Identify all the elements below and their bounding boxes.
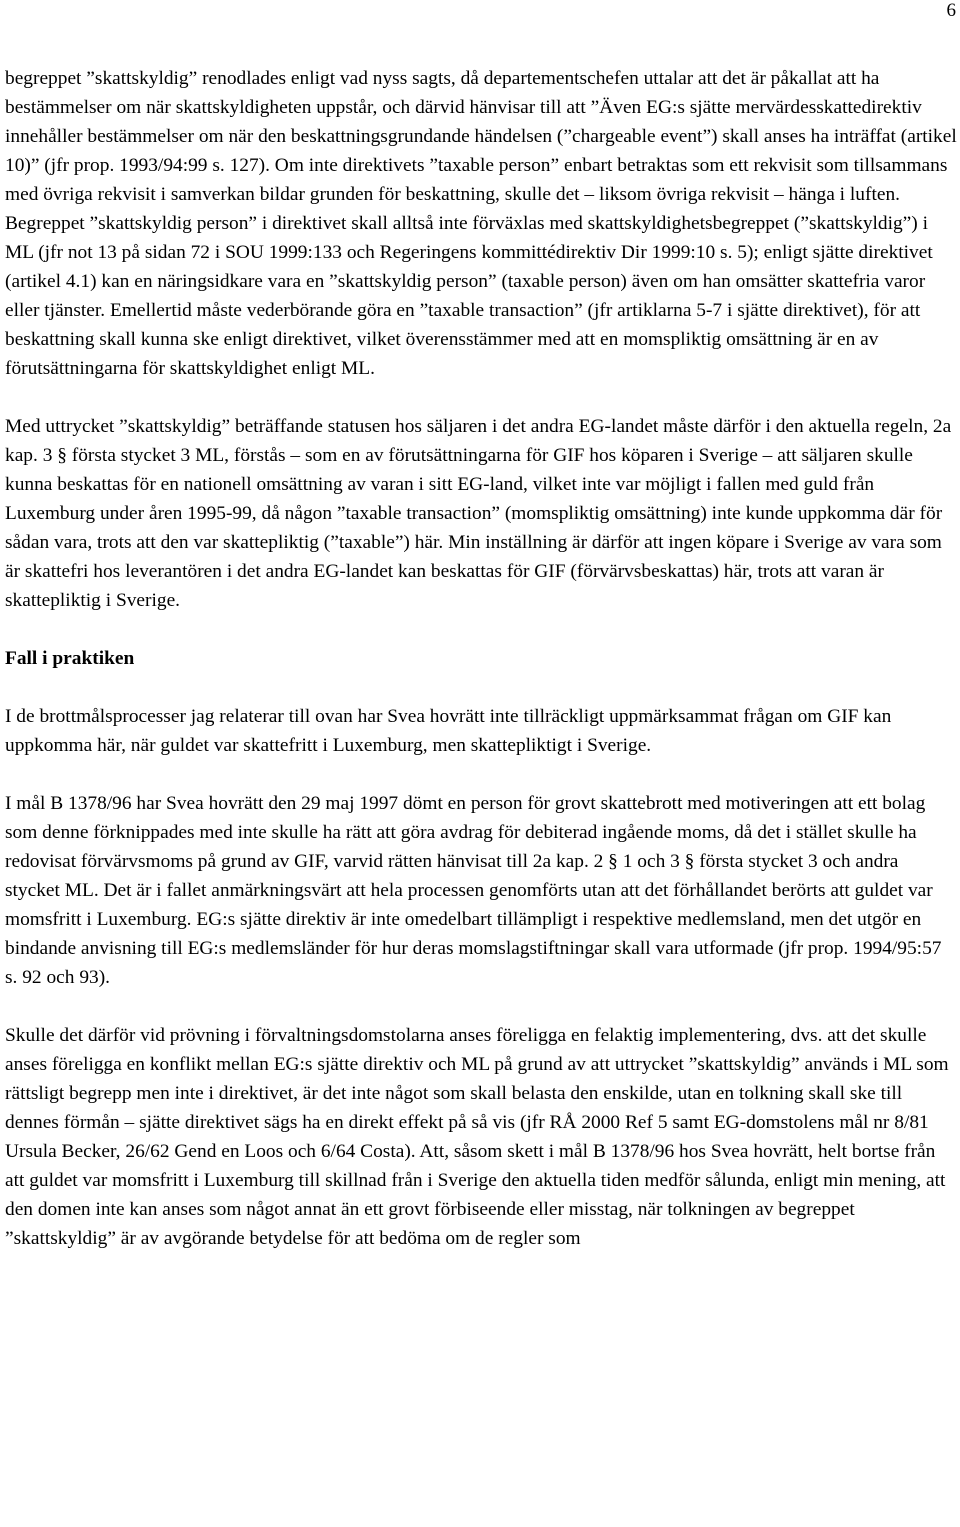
- paragraph-seller-status: Med uttrycket ”skattskyldig” beträffande statusen hos säljaren i det andra EG-landet måste därför i den aktuella regeln, 2a kap. 3 § första stycket 3 ML, förstås – som en av förutsättningarna för GIF hos köparen i Sverige – att säljaren skulle kunna beskattas för en nationell omsättning av varan i sitt EG-land, vilket inte var möjligt i fallen med guld från Luxemburg under åren 1995-99, då någon ”taxable transaction” (momspliktig omsättning) inte kunde uppkomma där för sådan vara, trots att den var skattepliktig (”taxable”) här. Min inställning är därför att ingen köpare i Sverige av vara som är skattefri hos leverantören i det andra EG-landet kan beskattas för GIF (förvärvsbeskattas) här, trots att varan är skattepliktig i Sverige.: [5, 416, 952, 611]
- paragraph-criminal-cases: I de brottmålsprocesser jag relaterar till ovan har Svea hovrätt inte tillräckligt uppmärksammat frågan om GIF kan uppkomma här, när guldet var skattefritt i Luxemburg, men skattepliktigt i Sverige.: [5, 706, 892, 756]
- page-number: 6: [946, 0, 956, 21]
- paragraph-implementation: Skulle det därför vid prövning i förvaltningsdomstolarna anses föreligga en felaktig implementering, dvs. att det skulle anses föreligga en konflikt mellan EG:s sjätte direktiv och ML på grund av att uttrycket ”skattskyldig” används i ML som rättsligt begrepp men inte i direktivet, är det inte något som skall belasta den enskilde, utan en tolkning skall ske till dennes förmån – sjätte direktivet sägs ha en direkt effekt på så vis (jfr RÅ 2000 Ref 5 samt EG-domstolens mål nr 8/81 Ursula Becker, 26/62 Gend en Loos och 6/64 Costa). Att, såsom skett i mål B 1378/96 hos Svea hovrätt, helt bortse från att guldet var momsfritt i Luxemburg till skillnad från i Sverige den aktuella tiden medför sålunda, enligt min mening, att den domen inte kan anses som något annat än ett grovt förbiseende eller misstag, när tolkningen av begreppet ”skattskyldig” är av avgörande betydelse för att bedöma om de regler som: [5, 1025, 949, 1249]
- document-body: [5, 64, 957, 1253]
- paragraph-case-b1378: I mål B 1378/96 har Svea hovrätt den 29 maj 1997 dömt en person för grovt skattebrott med motiveringen att ett bolag som denne förknippades med inte skulle ha rätt att göra avdrag för debiterad ingående moms, då det i stället skulle ha redovisat förvärvsmoms på grund av GIF, varvid rätten hänvisat till 2a kap. 2 § 1 och 3 § första stycket 3 och andra stycket ML. Det är i fallet anmärkningsvärt att hela processen genomförts utan att det förhållandet berörts att guldet var momsfritt i Luxemburg. EG:s sjätte direktiv är inte omedelbart tillämpligt i respektive medlemsland, men det utgör en bindande anvisning till EG:s medlemsländer för hur deras momslagstiftningar skall vara utformade (jfr prop. 1994/95:57 s. 92 och 93).: [5, 793, 942, 988]
- paragraph-skattskyldig-concept: begreppet ”skattskyldig” renodlades enligt vad nyss sagts, då departementschefen uttalar att det är påkallat att ha bestämmelser om när skattskyldigheten uppstår, och därvid hänvisar till att ”Även EG:s sjätte mervärdesskattedirektiv innehåller bestämmelser om när den beskattningsgrundande händelsen (”chargeable event”) skall anses ha inträffat (artikel 10)” (jfr prop. 1993/94:99 s. 127). Om inte direktivets ”taxable person” enbart betraktas som ett rekvisit som tillsammans med övriga rekvisit i samverkan bildar grunden för beskattning, skulle det – liksom övriga rekvisit – hänga i luften. Begreppet ”skattskyldig person” i direktivet skall alltså inte förväxlas med skattskyldighetsbegreppet (”skattskyldig”) i ML (jfr not 13 på sidan 72 i SOU 1999:133 och Regeringens kommittédirektiv Dir 1999:10 s. 5); enligt sjätte direktivet (artikel 4.1) kan en näringsidkare vara en ”skattskyldig person” (taxable person) även om han omsätter skattefria varor eller tjänster. Emellertid måste vederbörande göra en ”taxable transaction” (jfr artiklarna 5-7 i sjätte direktivet), för att beskattning skall kunna ske enligt direktivet, vilket överensstämmer med att en momspliktig omsättning är en av förutsättningarna för skattskyldighet enligt ML.: [5, 68, 957, 379]
- section-heading: Fall i praktiken: [5, 648, 135, 669]
